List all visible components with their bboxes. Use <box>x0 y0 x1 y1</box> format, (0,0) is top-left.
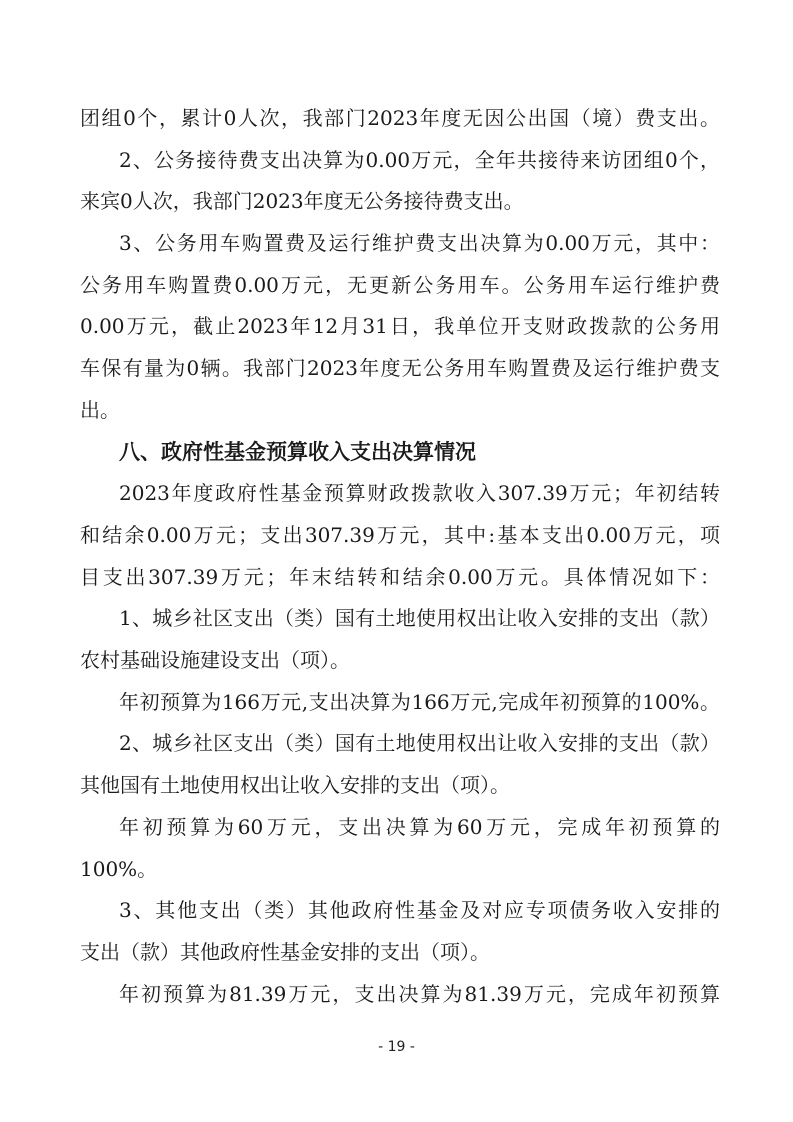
body-line: 2、公务接待费支出决算为0.00万元，全年共接待来访团组0个， <box>119 147 720 172</box>
body-line: 其他国有土地使用权出让收入安排的支出（项）。 <box>80 773 510 798</box>
body-line: 年初预算为166万元,支出决算为166万元,完成年初预算的100%。 <box>119 689 720 714</box>
body-line: 农村基础设施建设支出（项）。 <box>80 648 350 673</box>
body-line: 目支出307.39万元；年末结转和结余0.00万元。具体情况如下： <box>80 564 720 589</box>
body-line: 2、城乡社区支出（类）国有土地使用权出让收入安排的支出（款） <box>119 731 720 756</box>
page-number: - 19 - <box>378 1039 415 1055</box>
body-line: 团组0个，累计0人次，我部门2023年度无因公出国（境）费支出。 <box>80 106 720 130</box>
body-line: 100%。 <box>80 856 158 881</box>
body-line: 1、城乡社区支出（类）国有土地使用权出让收入安排的支出（款） <box>119 606 720 631</box>
body-line: 3、公务用车购置费及运行维护费支出决算为0.00万元，其中： <box>119 231 720 256</box>
body-line: 年初预算为81.39万元，支出决算为81.39万元，完成年初预算 <box>119 981 720 1006</box>
body-line: 公务用车购置费0.00万元，无更新公务用车。公务用车运行维护费 <box>80 272 720 297</box>
body-line: 出。 <box>80 397 120 422</box>
body-line: 年初预算为60万元，支出决算为60万元，完成年初预算的 <box>119 814 720 839</box>
body-line: 支出（款）其他政府性基金安排的支出（项）。 <box>80 939 490 964</box>
body-line: 0.00万元，截止2023年12月31日，我单位开支财政拨款的公务用 <box>80 314 720 339</box>
body-line: 和结余0.00万元；支出307.39万元，其中:基本支出0.00万元，项 <box>80 522 720 547</box>
body-line: 车保有量为0辆。我部门2023年度无公务用车购置费及运行维护费支 <box>80 356 720 381</box>
body-line: 2023年度政府性基金预算财政拨款收入307.39万元；年初结转 <box>119 481 720 506</box>
section-heading: 八、政府性基金预算收入支出决算情况 <box>119 439 476 464</box>
body-line: 来宾0人次，我部门2023年度无公务接待费支出。 <box>80 189 524 214</box>
body-line: 3、其他支出（类）其他政府性基金及对应专项债务收入安排的 <box>119 898 720 923</box>
